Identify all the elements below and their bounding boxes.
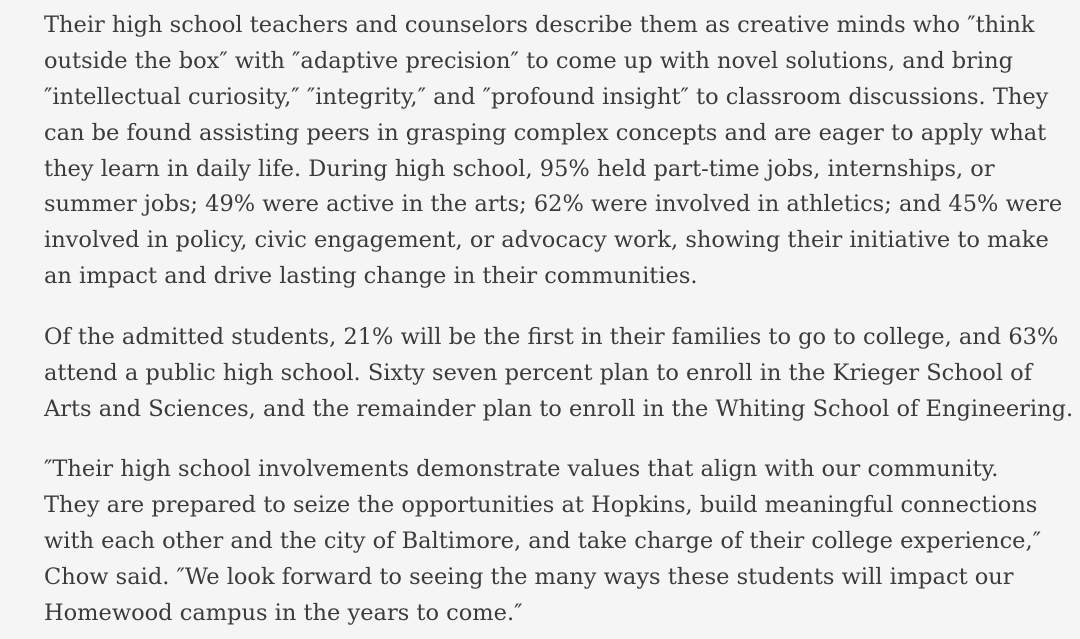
text-line: They are prepared to seize the opportunities at Hopkins, build meaningful connections	[44, 491, 1038, 518]
text-line: an impact and drive lasting change in their communities.	[44, 263, 698, 290]
text-line: summer jobs; 49% were active in the arts; 62% were involved in athletics; and 45% were	[44, 191, 1063, 218]
text-line: Of the admitted students, 21% will be the first in their families to go to college, and 63%	[44, 324, 1059, 350]
text-line: Arts and Sciences, and the remainder plan to enroll in the Whiting School of Engineering.	[44, 395, 1074, 422]
text-line: outside the box″ with ″adaptive precision″ to come up with novel solutions, and bring	[44, 47, 1013, 74]
text-line: involved in policy, civic engagement, or advocacy work, showing their initiative to make	[44, 227, 1049, 254]
text-line: Their high school teachers and counselors describe them as creative minds who ″think	[44, 12, 1035, 38]
text-line: Chow said. ″We look forward to seeing the many ways these students will impact our	[44, 563, 1014, 590]
text-line: can be found assisting peers in grasping complex concepts and are eager to apply what	[44, 119, 1047, 146]
text-line: Homewood campus in the years to come.″	[44, 599, 523, 626]
text-line: ″Their high school involvements demonstrate values that align with our community.	[44, 456, 999, 482]
paragraph-teachers-describe	[44, 8, 1062, 295]
paragraph-admitted-students	[44, 320, 1073, 428]
text-line: with each other and the city of Baltimore, and take charge of their college experience,″	[44, 527, 1042, 554]
text-line: ″intellectual curiosity,″ ″integrity,″ and ″profound insight″ to classroom discussions. They	[44, 83, 1049, 110]
text-line: attend a public high school. Sixty seven percent plan to enroll in the Krieger School of	[44, 359, 1033, 386]
text-line: they learn in daily life. During high school, 95% held part-time jobs, internships, or	[44, 155, 995, 182]
paragraph-chow-quote	[44, 452, 1041, 631]
